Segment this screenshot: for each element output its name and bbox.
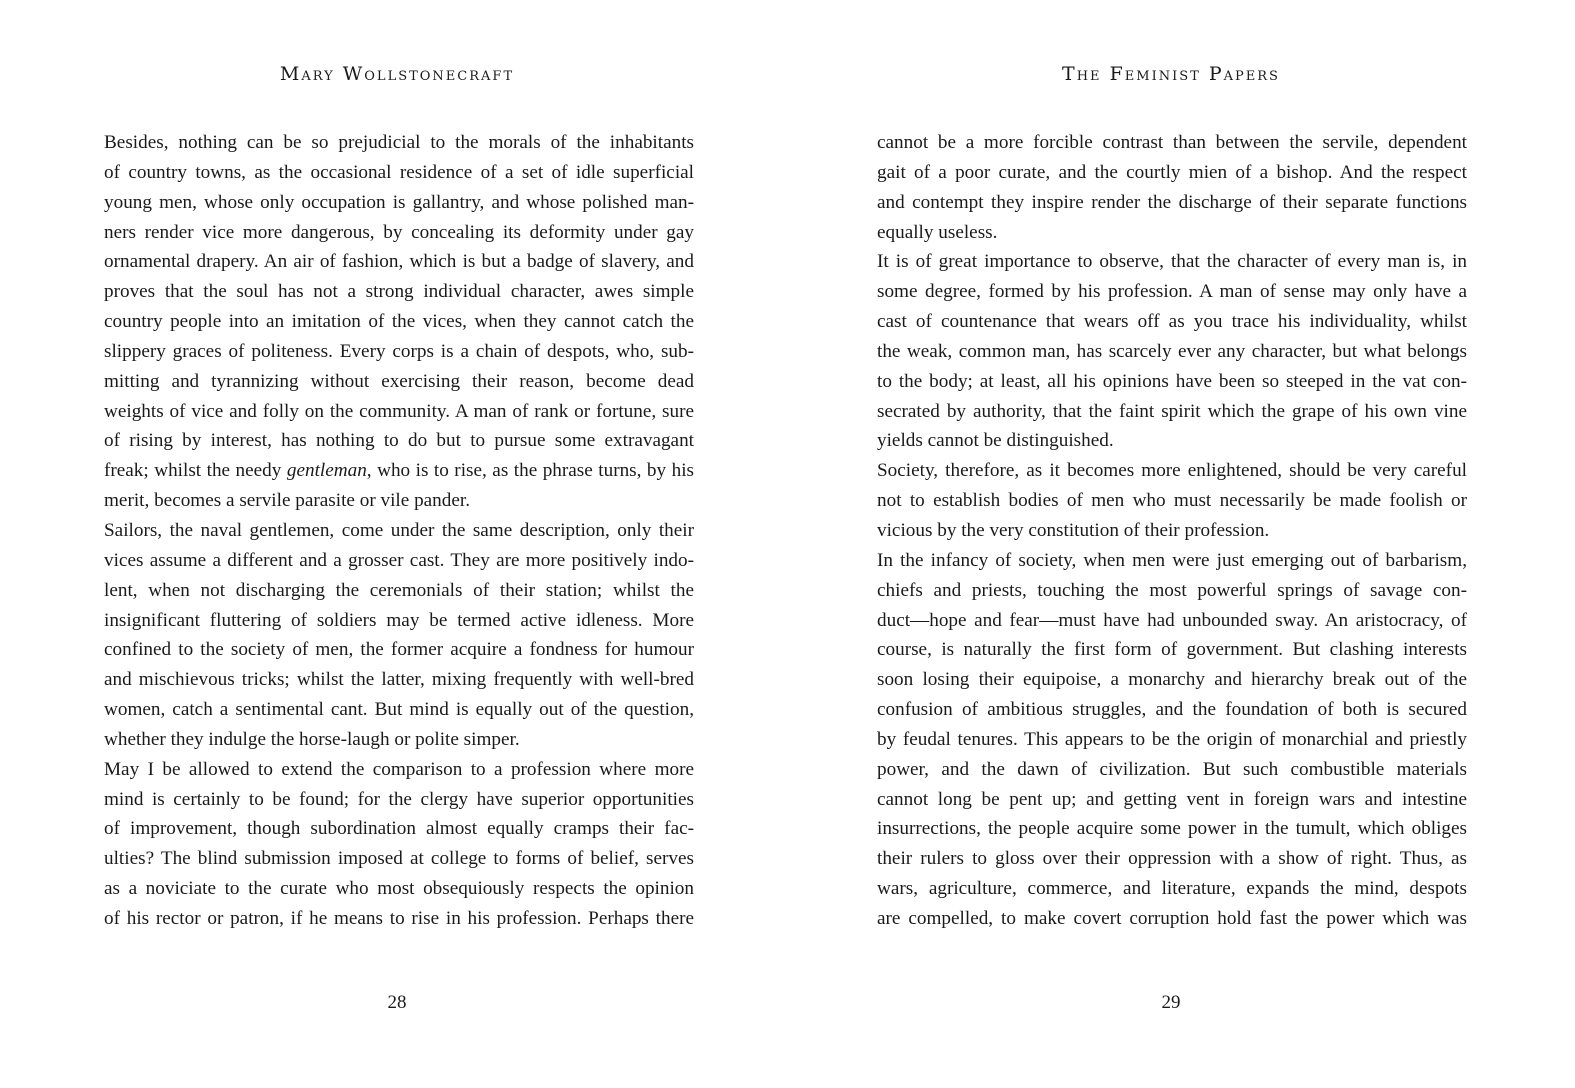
text-line: of his rector or patron, if he means to rise in his profession. Perhaps there — [104, 907, 694, 929]
italic-word: gentleman — [286, 460, 367, 482]
page-number: 28 — [387, 992, 407, 1013]
text-line: lent, when not discharging the ceremonials of their station; whilst the — [104, 579, 694, 601]
text-line: equally useless. — [877, 221, 998, 243]
text-line: Besides, nothing can be so prejudicial to the morals of the inhabitants — [104, 132, 694, 153]
text-line: are compelled, to make covert corruption hold fast the power which was — [877, 907, 1467, 929]
text-line: insurrections, the people acquire some power in the tumult, which obliges — [877, 818, 1467, 840]
running-head-title: The Feminist Papers — [1062, 63, 1280, 85]
text-line: country people into an imitation of the vices, when they cannot catch the — [104, 311, 694, 333]
text-line: some degree, formed by his profession. A man of sense may only have a — [877, 281, 1467, 303]
text-line: their rulers to gloss over their oppression with a show of right. Thus, as — [877, 848, 1467, 870]
text-line: of rising by interest, has nothing to do but to pursue some extravagant — [104, 430, 694, 452]
text-line: wars, agriculture, commerce, and literature, expands the mind, despots — [877, 878, 1467, 900]
text-segment: freak; whilst the needy — [104, 460, 287, 482]
text-line: of country towns, as the occasional residence of a set of idle superficial — [104, 161, 694, 183]
page-number: 29 — [1161, 992, 1181, 1013]
text-line: vices assume a different and a grosser cast. They are more positively indo- — [104, 549, 694, 571]
text-line: cast of countenance that wears off as you trace his individuality, whilst — [877, 311, 1467, 333]
text-line: by feudal tenures. This appears to be the origin of monarchial and priestly — [877, 728, 1467, 750]
text-line: In the infancy of society, when men were just emerging out of barbarism, — [877, 549, 1467, 571]
text-line: not to establish bodies of men who must necessarily be made foolish or — [877, 490, 1467, 512]
text-line: duct—hope and fear—must have had unbounded sway. An aristocracy, of — [877, 609, 1467, 631]
text-line: soon losing their equipoise, a monarchy and hierarchy break out of the — [877, 669, 1467, 691]
text-line: young men, whose only occupation is gallantry, and whose polished man- — [104, 191, 694, 213]
text-line — [104, 456, 694, 486]
body-text — [104, 128, 694, 934]
text-line: course, is naturally the first form of government. But clashing interests — [877, 639, 1467, 661]
body-text — [877, 128, 1467, 934]
text-line: power, and the dawn of civilization. But such combustible materials — [877, 758, 1467, 780]
text-line: the weak, common man, has scarcely ever any character, but what belongs — [877, 340, 1467, 362]
text-line: ulties? The blind submission imposed at college to forms of belief, serves — [104, 848, 694, 870]
text-line: mitting and tyrannizing without exercising their reason, become dead — [104, 370, 694, 392]
text-line: to the body; at least, all his opinions have been so steeped in the vat con- — [877, 370, 1467, 392]
text-line: as a noviciate to the curate who most obsequiously respects the opinion — [104, 878, 694, 900]
text-line: gait of a poor curate, and the courtly mien of a bishop. And the respect — [877, 161, 1467, 183]
text-line: slippery graces of politeness. Every corps is a chain of despots, who, sub- — [104, 340, 694, 362]
text-line: ners render vice more dangerous, by concealing its deformity under gay — [104, 221, 694, 243]
text-line: vicious by the very constitution of their profession. — [877, 519, 1270, 541]
text-line: mind is certainly to be found; for the clergy have superior opportunities — [104, 788, 694, 810]
text-line: women, catch a sentimental cant. But mind is equally out of the question, — [104, 699, 694, 721]
text-line: proves that the soul has not a strong individual character, awes simple — [104, 281, 694, 303]
text-line: merit, becomes a servile parasite or vile pander. — [104, 490, 471, 512]
text-line: It is of great importance to observe, that the character of every man is, in — [877, 251, 1467, 273]
text-line: insignificant fluttering of soldiers may be termed active idleness. More — [104, 609, 694, 631]
right-page — [787, 0, 1575, 1088]
text-line: and mischievous tricks; whilst the latter, mixing frequently with well-bred — [104, 669, 694, 691]
text-line: ornamental drapery. An air of fashion, which is but a badge of slavery, and — [104, 251, 694, 273]
text-line: of improvement, though subordination almost equally cramps their fac- — [104, 818, 694, 840]
text-line: cannot be a more forcible contrast than between the servile, dependent — [877, 132, 1467, 153]
text-segment: , who is to rise, as the phrase turns, by his — [366, 460, 694, 482]
running-head-author: Mary Wollstonecraft — [279, 63, 515, 85]
text-line: secrated by authority, that the faint spirit which the grape of his own vine — [877, 400, 1467, 422]
text-line: and contempt they inspire render the discharge of their separate functions — [877, 191, 1467, 213]
text-line: confined to the society of men, the former acquire a fondness for humour — [104, 639, 694, 661]
text-line: chiefs and priests, touching the most powerful springs of savage con- — [877, 579, 1467, 601]
text-line: cannot long be pent up; and getting vent in foreign wars and intestine — [877, 788, 1467, 810]
text-line: Society, therefore, as it becomes more enlightened, should be very careful — [877, 460, 1467, 482]
text-line: whether they indulge the horse-laugh or polite simper. — [104, 728, 520, 750]
text-line: Sailors, the naval gentlemen, come under the same description, only their — [104, 519, 694, 541]
left-page — [0, 0, 787, 1088]
text-line: confusion of ambitious struggles, and the foundation of both is secured — [877, 699, 1467, 721]
text-line: yields cannot be distinguished. — [877, 430, 1114, 452]
text-line: May I be allowed to extend the comparison to a profession where more — [104, 758, 694, 780]
text-line: weights of vice and folly on the community. A man of rank or fortune, sure — [104, 400, 694, 422]
